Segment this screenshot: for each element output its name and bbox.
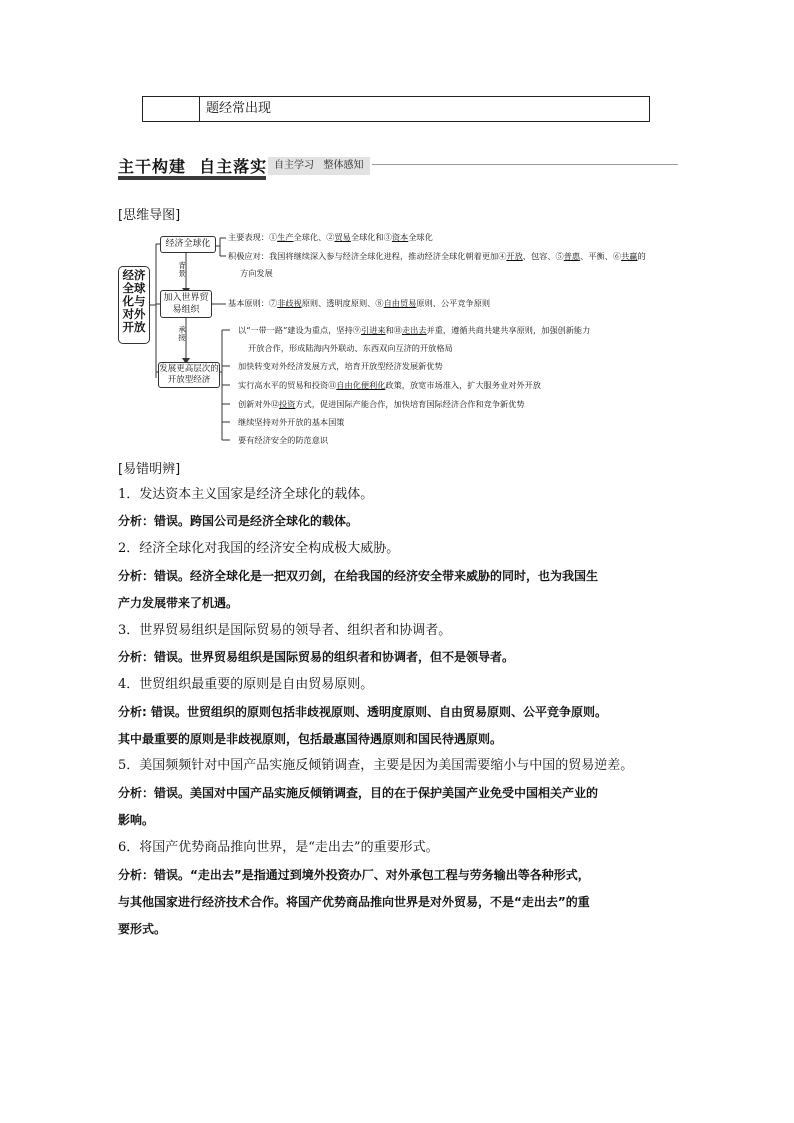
mindmap-leaf-transform: 加快转变对外经济发展方式，培育开放型经济发展新优势 bbox=[238, 361, 443, 371]
mindmap-leaf-belt-road-cont: 开放合作，形成陆海内外联动、东西双向互济的开放格局 bbox=[248, 343, 453, 353]
mindmap-heading: [思维导图] bbox=[118, 208, 181, 223]
mindmap-node-globalization: 经济全球化 bbox=[160, 236, 216, 253]
question-5: 5．美国频频针对中国产品实施反倾销调查，主要是因为美国需要缩小与中国的贸易逆差。 bbox=[118, 758, 634, 773]
mindmap-leaf-basic-policy: 继续坚持对外开放的基本国策 bbox=[238, 417, 345, 427]
answer-3-line-1: 分析：错误。世界贸易组织是国际贸易的组织者和协调者，但不是领导者。 bbox=[118, 650, 515, 664]
question-3: 3．世界贸易组织是国际贸易的领导者、组织者和协调者。 bbox=[118, 623, 452, 638]
section-title: 主干构建 自主落实 bbox=[118, 157, 268, 176]
answer-6-line-1: 分析：错误。“走出去”是指通过到境外投资办厂、对外承包工程与劳务输出等各种形式， bbox=[118, 868, 590, 882]
section-tag: 自主学习 整体感知 bbox=[268, 157, 370, 175]
answer-2-line-2: 产力发展带来了机遇。 bbox=[118, 596, 239, 610]
answer-6-line-3: 要形式。 bbox=[118, 922, 167, 936]
mindmap-leaf-security: 要有经济安全的防范意识 bbox=[238, 435, 329, 445]
question-2: 2．经济全球化对我国的经济安全构成极大威胁。 bbox=[118, 541, 400, 556]
answer-1-line-1: 分析：错误。跨国公司是经济全球化的载体。 bbox=[118, 514, 359, 528]
question-6: 6．将国产优势商品推向世界，是“走出去”的重要形式。 bbox=[118, 840, 439, 855]
mindmap-connectors bbox=[0, 0, 794, 460]
mindmap-leaf-main-manifestation: 主要表现：①生产全球化、②贸易全球化和③资本全球化 bbox=[228, 232, 433, 242]
mindmap-leaf-belt-road: 以“一带一路”建设为重点，坚持⑨引进来和⑩走出去并重，遵循共商共建共享原则，加强创新能力 bbox=[238, 325, 591, 335]
mindmap-node-open-economy: 发展更高层次的开放型经济 bbox=[158, 362, 220, 388]
answer-5-line-1: 分析：错误。美国对中国产品实施反倾销调查，目的在于保护美国产业免受中国相关产业的 bbox=[118, 786, 599, 800]
answer-2-line-1: 分析：错误。经济全球化是一把双刃剑，在给我国的经济安全带来威胁的同时，也为我国生 bbox=[118, 569, 599, 583]
answer-5-line-2: 影响。 bbox=[118, 813, 155, 827]
question-4: 4．世贸组织最重要的原则是自由贸易原则。 bbox=[118, 677, 374, 692]
mindmap-link-background: 背景 bbox=[178, 261, 186, 278]
mindmap-leaf-investment: 创新对外⑫投资方式，促进国际产能合作，加快培育国际经济合作和竞争新优势 bbox=[238, 399, 525, 409]
answer-6-line-2: 与其他国家进行经济技术合作。将国产优势商品推向世界是对外贸易，不是“走出去”的重 bbox=[118, 895, 590, 909]
mindmap-link-continuation: 承接 bbox=[178, 325, 186, 342]
mindmap-node-wto: 加入世界贸易组织 bbox=[160, 290, 212, 318]
answer-4-line-1: 分析: 错误。世贸组织的原则包括非歧视原则、透明度原则、自由贸易原则、公平竞争原则。 bbox=[118, 705, 607, 719]
mindmap-leaf-basic-principles: 基本原则：⑦非歧视原则、透明度原则、⑧自由贸易原则、公平竞争原则 bbox=[228, 298, 491, 308]
mindmap-leaf-active-response-cont: 方向发展 bbox=[240, 268, 273, 278]
mindmap-leaf-liberalization: 实行高水平的贸易和投资⑪自由化便利化政策，放宽市场准入，扩大服务业对外开放 bbox=[238, 380, 541, 390]
mindmap-root-node: 经济全球化与对外开放 bbox=[118, 266, 150, 344]
mindmap-leaf-active-response: 积极应对：我国将继续深入参与经济全球化进程，推动经济全球化朝着更加④开放、包容、⑤普惠、平衡、⑥共赢的 bbox=[228, 251, 646, 261]
answer-4-line-2: 其中最重要的原则是非歧视原则，包括最惠国待遇原则和国民待遇原则。 bbox=[118, 732, 503, 746]
errors-heading: [易错明辨] bbox=[118, 462, 181, 477]
question-1: 1．发达资本主义国家是经济全球化的载体。 bbox=[118, 487, 374, 502]
table-cell-text: 题经常出现 bbox=[206, 101, 272, 116]
